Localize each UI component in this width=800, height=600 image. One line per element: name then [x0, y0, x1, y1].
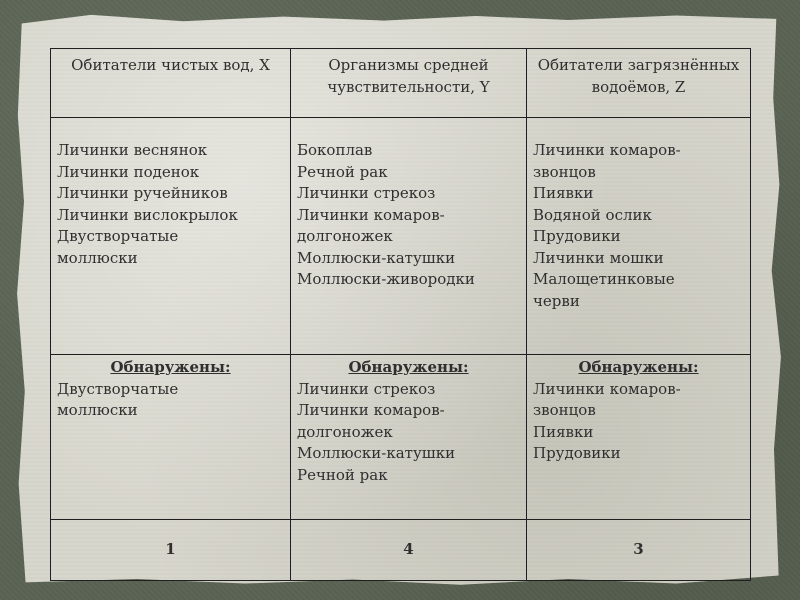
organisms-list-row	[51, 118, 751, 355]
list-item: Личинки веснянок	[57, 141, 208, 159]
list-item: Пиявки	[533, 422, 594, 441]
found-medium-sensitivity	[291, 355, 527, 520]
list-item: долгоножек	[297, 227, 393, 245]
list-medium-sensitivity	[291, 118, 527, 355]
list-item: Пиявки	[533, 184, 594, 202]
found-label: Обнаружены:	[348, 358, 469, 376]
count-clean-water: 1	[51, 520, 291, 581]
list-item: черви	[533, 291, 580, 310]
list-item: Личинки комаров-	[297, 401, 445, 419]
list-item: Двустворчатые	[57, 379, 179, 398]
list-item: звонцов	[533, 401, 596, 419]
list-item: Речной рак	[297, 162, 388, 181]
header-row	[51, 49, 751, 118]
list-item: Личинки комаров-	[533, 379, 681, 398]
found-clean-water	[51, 355, 291, 520]
list-item: Прудовики	[533, 227, 621, 245]
list-item: Личинки мошки	[533, 248, 664, 267]
list-item: Моллюски-катушки	[297, 248, 456, 267]
header-polluted-water: Обитатели загрязнённых водоёмов, Z	[527, 49, 751, 118]
list-item: Личинки комаров-	[533, 141, 681, 159]
list-item: моллюски	[57, 248, 138, 267]
list-item: Личинки ручейников	[57, 184, 228, 202]
header-medium-sensitivity: Организмы средней чувствительности, Y	[291, 49, 527, 118]
list-item: Бокоплав	[297, 141, 373, 159]
list-clean-water	[51, 118, 291, 355]
list-item: долгоножек	[297, 422, 393, 441]
found-polluted-water	[527, 355, 751, 520]
list-item: Личинки комаров-	[297, 205, 445, 224]
count-medium-sensitivity: 4	[291, 520, 527, 581]
found-row	[51, 355, 751, 520]
list-item: звонцов	[533, 162, 596, 181]
list-item: Моллюски-катушки	[297, 444, 456, 462]
list-item: моллюски	[57, 401, 138, 419]
list-item: Личинки поденок	[57, 162, 200, 181]
header-clean-water: Обитатели чистых вод, X	[51, 49, 291, 118]
count-polluted-water: 3	[527, 520, 751, 581]
counts-row	[51, 520, 751, 581]
list-item: Моллюски-живородки	[297, 270, 475, 288]
list-item: Водяной ослик	[533, 205, 652, 224]
list-item: Прудовики	[533, 444, 621, 462]
list-item: Речной рак	[297, 465, 388, 484]
organisms-table	[50, 48, 751, 581]
list-item: Малощетинковые	[533, 270, 675, 288]
list-polluted-water	[527, 118, 751, 355]
found-label: Обнаружены:	[110, 358, 231, 376]
list-item: Личинки стрекоз	[297, 379, 436, 398]
list-item: Личинки стрекоз	[297, 184, 436, 202]
found-label: Обнаружены:	[578, 358, 699, 376]
list-item: Личинки вислокрылок	[57, 205, 238, 224]
list-item: Двустворчатые	[57, 227, 179, 245]
